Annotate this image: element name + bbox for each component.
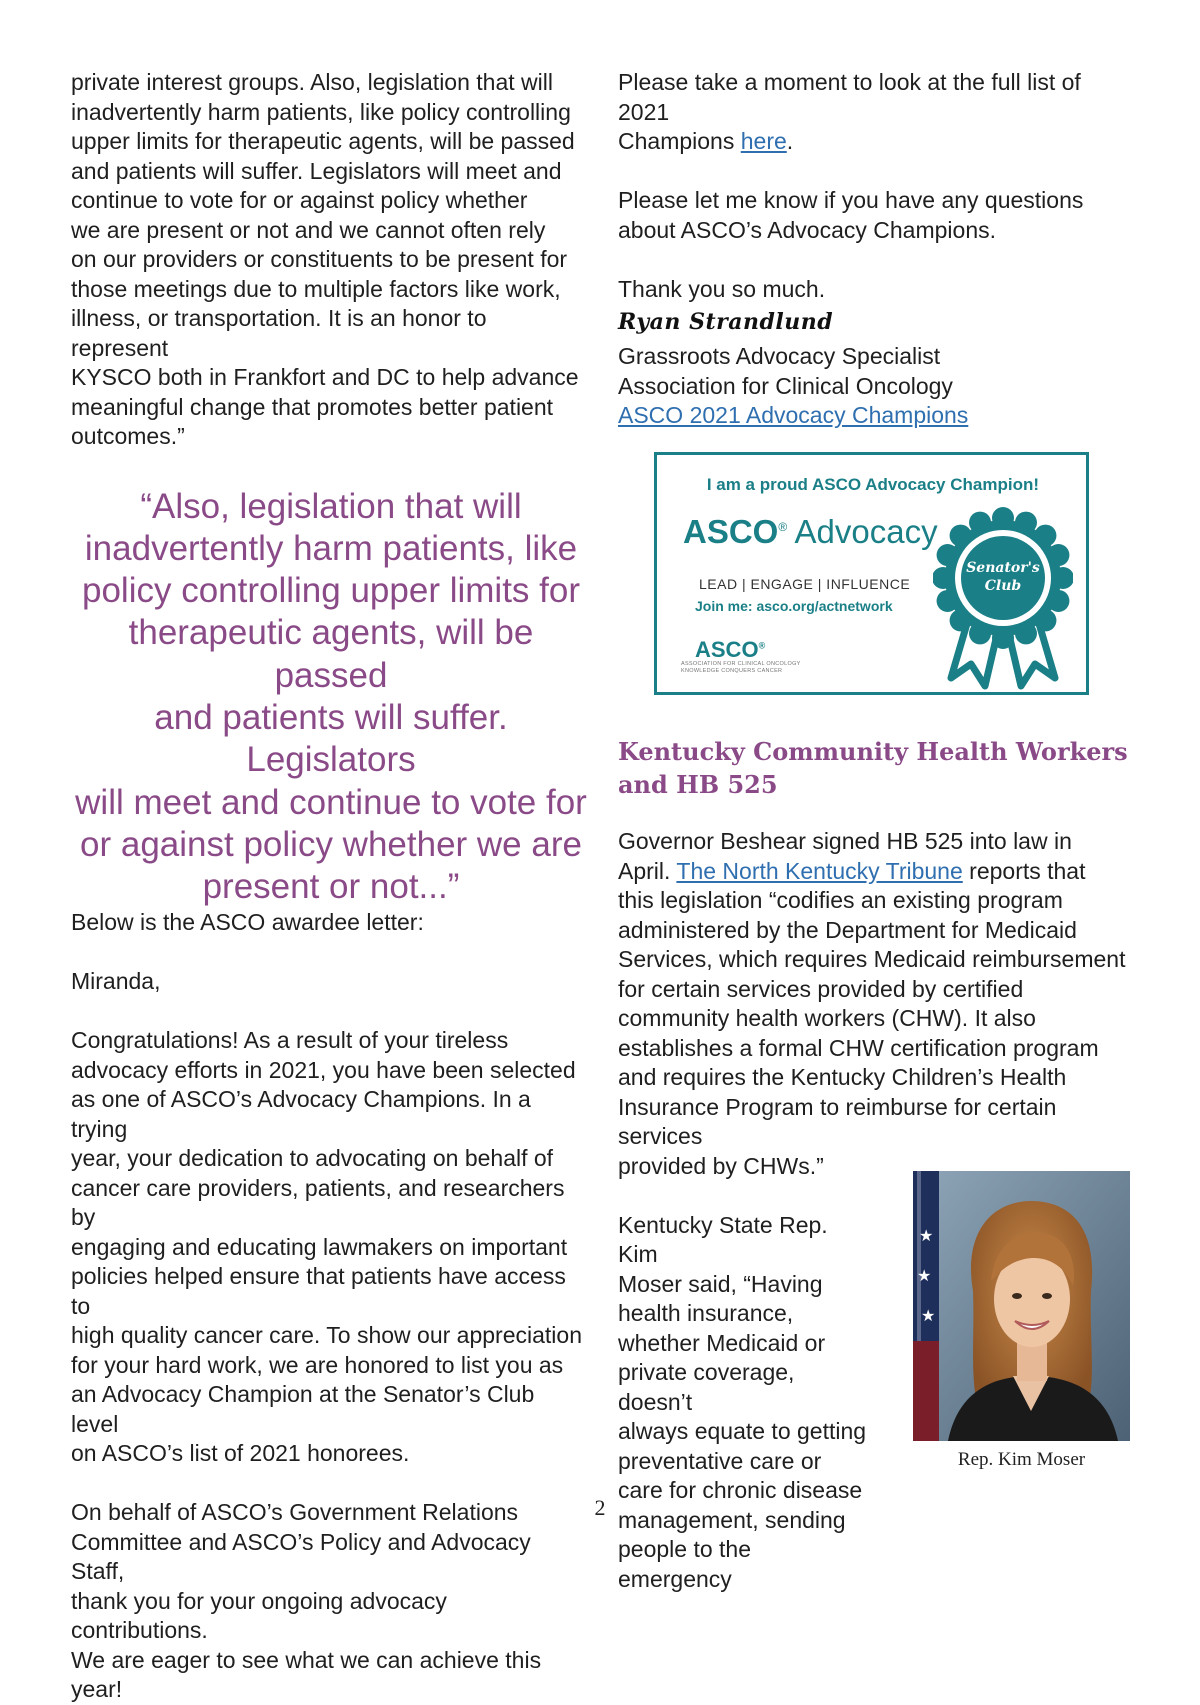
text-line: Committee and ASCO’s Policy and Advocacy Staff, [71, 1528, 531, 1585]
logo-advocacy: Advocacy [787, 513, 938, 550]
text-line: and requires the Kentucky Children’s Health [618, 1064, 1067, 1090]
small-logo-text: ASCO [695, 637, 759, 662]
asco-small-logo-subtext [681, 661, 801, 675]
text-line: meaningful change that promotes better patient [71, 393, 554, 420]
text-line: engaging and educating lawmakers on important [71, 1233, 568, 1260]
heading-line: and HB 525 [618, 770, 778, 799]
assoc-line: KNOWLEDGE CONQUERS CANCER [681, 668, 783, 674]
text-line: establishes a formal CHW certification program [618, 1034, 1099, 1061]
text-line: on ASCO’s list of 2021 honorees. [71, 1440, 410, 1467]
congrats-paragraph [71, 1026, 586, 1469]
handwritten-signature: Ryan Strandlund [618, 309, 834, 335]
text-line: and patients will suffer. Legislators will meet and [71, 157, 562, 184]
quote-line: will meet and continue to vote for [75, 782, 587, 822]
text-line: whether Medicaid or [618, 1329, 826, 1356]
salutation: Miranda, [71, 968, 161, 995]
text-line: on our providers or constituents to be present for [71, 246, 568, 272]
intro-paragraph [71, 68, 586, 452]
signature-title: Grassroots Advocacy Specialist [618, 343, 941, 369]
svg-text:★: ★ [919, 1226, 934, 1245]
text-line: management, sending [618, 1506, 846, 1533]
quote-line: policy controlling upper limits for [82, 571, 580, 611]
champions-list-link[interactable]: here [740, 128, 787, 154]
badge-tagline: LEAD | ENGAGE | INFLUENCE [699, 576, 911, 592]
asco-advocacy-logo [683, 513, 938, 551]
text-line: high quality cancer care. To show our appreciation [71, 1322, 582, 1349]
section-heading [618, 735, 1133, 801]
assoc-line: ASSOCIATION FOR CLINICAL ONCOLOGY [681, 661, 801, 667]
text-line: policies helped ensure that patients have access to [71, 1263, 566, 1319]
text-line: community health workers (CHW). It also [618, 1005, 1036, 1031]
text-line: Please let me know if you have any questions [618, 187, 1084, 213]
asco-small-logo [695, 637, 765, 663]
text-line: thank you for your ongoing advocacy contributions. [71, 1587, 447, 1644]
quote-line: inadvertently harm patients, like [84, 528, 578, 568]
left-column [71, 68, 586, 1705]
pull-quote [71, 486, 591, 909]
text-line: upper limits for therapeutic agents, will be passed [71, 128, 575, 154]
text-line: those meetings due to multiple factors like work, [71, 275, 561, 302]
hb525-paragraph [618, 827, 1133, 1181]
questions-paragraph [618, 186, 1133, 245]
text-line: for certain services provided by certified [618, 975, 1024, 1002]
heading-line: Kentucky Community Health Workers [618, 737, 1128, 766]
photo-block [913, 1171, 1130, 1471]
text-line: private interest groups. Also, legislation that will [71, 69, 553, 95]
page-number: 2 [594, 1495, 606, 1520]
quote-line: “Also, legislation that will [140, 486, 522, 526]
text-line: outcomes.” [71, 423, 185, 449]
text-line: reports that [962, 857, 1086, 884]
text-line: continue to vote for or against policy whether [71, 187, 528, 213]
quote-line: present or not...” [202, 867, 460, 907]
text-line: Governor Beshear signed HB 525 into law in [618, 828, 1072, 854]
letter-intro: Below is the ASCO awardee letter: [71, 909, 424, 936]
text-line: administered by the Department for Medicaid [618, 916, 1077, 943]
text-line: this legislation “codifies an existing program [618, 887, 1063, 913]
senators-club-rosette-icon [933, 500, 1073, 690]
svg-text:★: ★ [917, 1266, 932, 1285]
moser-paragraph [618, 1211, 870, 1595]
quote-line: and patients will suffer. Legislators [154, 697, 508, 780]
behalf-paragraph [71, 1498, 586, 1705]
text-line: inadvertently harm patients, like policy controlling [71, 98, 571, 125]
text-line: KYSCO both in Frankfort and DC to help advance [71, 364, 579, 390]
logo-reg: ® [778, 520, 788, 534]
thanks-line: Thank you so much. [618, 275, 826, 302]
small-logo-reg: ® [758, 640, 766, 651]
text-line: always equate to getting [618, 1418, 867, 1444]
portrait-photo [913, 1171, 1130, 1441]
text-line: We are eager to see what we can achieve this year! [71, 1646, 542, 1703]
text-line: preventative care or [618, 1447, 822, 1474]
svg-text:★: ★ [921, 1306, 936, 1325]
text-line: illness, or transportation. It is an honor to represent [71, 305, 487, 361]
asco-advocacy-badge [654, 452, 1089, 695]
text-line: year, your dedication to advocating on behalf of [71, 1145, 554, 1172]
text-line: for your hard work, we are honored to list you as [71, 1351, 564, 1378]
text-line: private coverage, doesn’t [618, 1359, 795, 1415]
advocacy-champions-link[interactable]: ASCO 2021 Advocacy Champions [618, 402, 969, 428]
text-line: Champions [618, 128, 741, 154]
text-line: about ASCO’s Advocacy Champions. [618, 216, 997, 243]
text-line: health insurance, [618, 1300, 794, 1326]
quote-line: or against policy whether we are [80, 824, 582, 864]
text-line: as one of ASCO’s Advocacy Champions. In a trying [71, 1086, 531, 1142]
text-line: advocacy efforts in 2021, you have been selected [71, 1056, 576, 1083]
signature-org: Association for Clinical Oncology [618, 372, 953, 399]
text-line: April. [618, 857, 677, 884]
champions-list-paragraph [618, 68, 1133, 157]
logo-asco: ASCO [683, 513, 779, 550]
text-line: Kentucky State Rep. Kim [618, 1211, 828, 1267]
text-line: On behalf of ASCO’s Government Relations [71, 1499, 519, 1526]
signature-block [618, 342, 1133, 431]
badge-proud-text: I am a proud ASCO Advocacy Champion! [706, 475, 1039, 494]
text-line: care for chronic disease [618, 1477, 863, 1503]
quote-line: therapeutic agents, will be passed [128, 613, 534, 695]
seal-text-club: Club [984, 578, 1022, 594]
text-line: . [786, 128, 794, 154]
text-line: provided by CHWs.” [618, 1152, 824, 1179]
seal-text-senators: Senator's [966, 560, 1040, 576]
text-line: Congratulations! As a result of your tireless [71, 1027, 509, 1054]
tribune-link[interactable]: The North Kentucky Tribune [676, 857, 963, 884]
text-line: cancer care providers, patients, and researchers by [71, 1174, 565, 1231]
badge-join-text: Join me: asco.org/actnetwork [695, 598, 893, 614]
photo-caption: Rep. Kim Moser [957, 1449, 1086, 1470]
text-line: Services, which requires Medicaid reimbursement [618, 946, 1126, 972]
text-line: Moser said, “Having [618, 1270, 823, 1297]
text-line: we are present or not and we cannot often rely [71, 216, 546, 243]
text-line: an Advocacy Champion at the Senator’s Club level [71, 1381, 535, 1437]
text-line: people to the emergency [618, 1536, 752, 1592]
right-column-top [618, 68, 1133, 431]
text-line: Please take a moment to look at the full list of 2021 [618, 69, 1081, 125]
text-line: Insurance Program to reimburse for certain services [618, 1093, 1057, 1149]
